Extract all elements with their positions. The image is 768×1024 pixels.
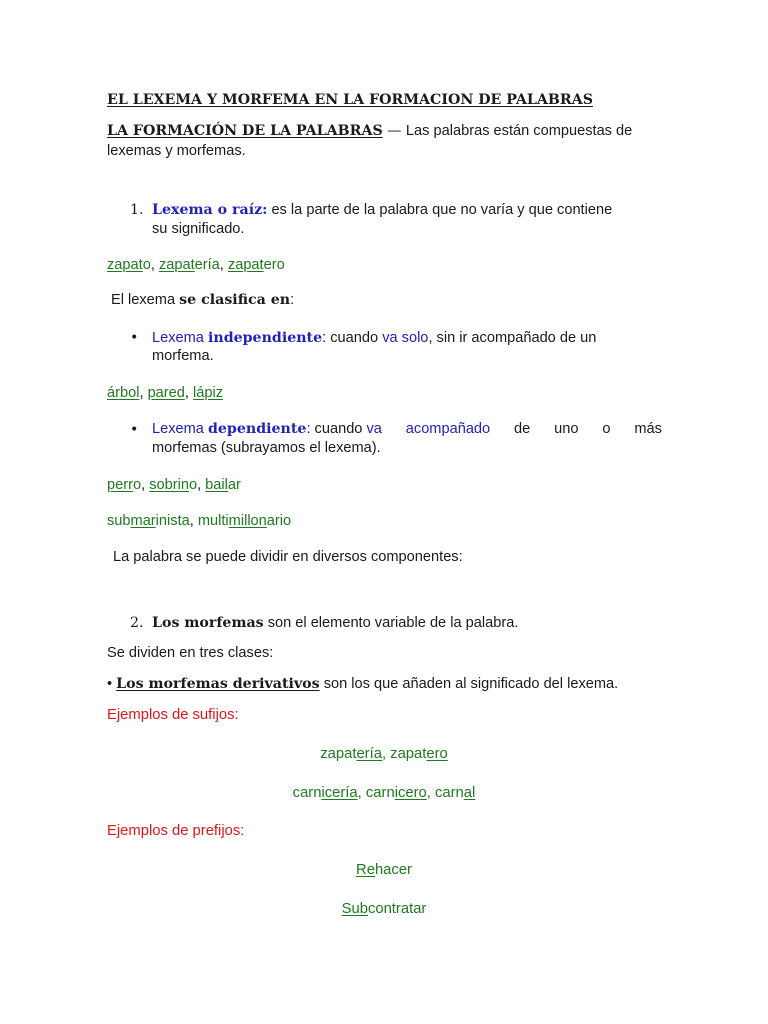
prefijos-label: Ejemplos de prefijos: (107, 823, 245, 839)
bullet-dependiente-line2: morfemas (subrayamos el lexema). (152, 440, 381, 456)
lexema-word: Lexema (152, 421, 208, 437)
item1-number: 1. (130, 202, 144, 218)
suffix: ero (426, 746, 448, 762)
word-ending: o (132, 477, 142, 493)
acompanado-text: acompañado (405, 421, 491, 437)
components-line: La palabra se puede dividir en diversos componentes: (113, 549, 463, 565)
word-ending: ar (227, 477, 241, 493)
intro-text-2: lexemas y morfemas. (107, 143, 246, 159)
example-word: árbol (107, 385, 140, 401)
suffix: al (463, 785, 476, 801)
word-root: carn (292, 785, 322, 801)
item2-number: 2. (130, 615, 144, 631)
lexeme-root: sobrin (149, 477, 189, 493)
separator: , (189, 513, 198, 529)
suffix: icería (321, 785, 358, 801)
word-ending: o (188, 477, 198, 493)
lexeme-root: zapat (227, 257, 264, 273)
prefix: Re (356, 862, 375, 878)
va-text: va (366, 421, 382, 437)
word-ending: ario (266, 513, 292, 529)
classes-line: Se dividen en tres clases: (107, 645, 274, 661)
sufijos-examples-1 (0, 746, 768, 762)
separator: , (184, 385, 193, 401)
classify-line (111, 292, 294, 308)
separator: , (357, 785, 366, 801)
bullet-glyph: • (130, 330, 139, 346)
prefijos-example-1 (0, 862, 768, 878)
word-root: zapat (320, 746, 357, 762)
lexeme-root: zapat (158, 257, 195, 273)
sufijos-examples-2 (0, 785, 768, 801)
classify-bold: se clasifica en (179, 292, 291, 308)
lexeme-root: millon (228, 513, 267, 529)
prefix: multi (197, 513, 229, 529)
word-root: contratar (367, 901, 427, 917)
lexeme-root: zapat (107, 257, 143, 273)
bullet-dependiente-dot (130, 422, 138, 438)
cuando-text: : cuando (306, 421, 367, 437)
examples-dependiente-1 (107, 477, 241, 493)
lexeme-root: perr (107, 477, 133, 493)
intro-paragraph (107, 122, 662, 141)
word-ending: ería (194, 257, 220, 273)
derivativos-line (107, 676, 618, 692)
item1-text-1: es la parte de la palabra que no varía y que contiene (267, 202, 613, 218)
prefijos-example-2 (0, 901, 768, 917)
document-title: EL LEXEMA Y MORFEMA EN LA FORMACION DE PALABRAS (107, 92, 593, 108)
separator: , (141, 477, 150, 493)
word-root: zapat (390, 746, 427, 762)
bullet-independiente-dot (130, 330, 138, 346)
lexeme-root: mar (130, 513, 156, 529)
independiente-term: independiente (207, 330, 323, 346)
item1-text-2: su significado. (152, 221, 245, 237)
lexema-word: Lexema (152, 330, 208, 346)
sufijos-label: Ejemplos de sufijos: (107, 707, 239, 723)
cuando-text: : cuando (322, 330, 383, 346)
bullet-independiente-line1 (152, 329, 662, 348)
classify-pre: El lexema (111, 292, 180, 308)
item2-text: son el elemento variable de la palabra. (263, 615, 519, 631)
bullet-independiente-line2: morfema. (152, 348, 214, 364)
prefix: Sub (341, 901, 368, 917)
word-de: de (514, 421, 531, 437)
suffix: icero (394, 785, 427, 801)
separator: , (197, 477, 206, 493)
intro-heading: LA FORMACIÓN DE LA PALABRAS (107, 123, 383, 139)
intro-text-1: Las palabras están compuestas de (405, 123, 633, 139)
examples-lexema (107, 257, 285, 273)
dependiente-term: dependiente (207, 421, 307, 437)
word-ending: inista (155, 513, 190, 529)
classify-post: : (290, 292, 295, 308)
word-uno: uno (554, 421, 579, 437)
item2-term: Los morfemas (152, 615, 264, 631)
separator: , (150, 257, 159, 273)
bullet-dependiente-line1 (152, 421, 662, 437)
separator: , (426, 785, 435, 801)
examples-dependiente-2 (107, 513, 291, 529)
bullet-glyph: • (130, 422, 139, 438)
word-root: hacer (374, 862, 412, 878)
example-word: pared (147, 385, 185, 401)
examples-independiente (107, 385, 223, 401)
lexeme-root: bail (205, 477, 228, 493)
item2-line (130, 615, 518, 631)
word-ending: ero (263, 257, 285, 273)
va-solo-text: va solo (382, 330, 429, 346)
suffix: ería (356, 746, 382, 762)
separator: , (381, 746, 391, 762)
item1-line1 (130, 202, 612, 218)
derivativos-text: son los que añaden al significado del lexema. (319, 676, 619, 692)
example-word: lápiz (193, 385, 224, 401)
separator: , (139, 385, 148, 401)
derivativos-term: Los morfemas derivativos (116, 676, 320, 692)
bullet-glyph: • (107, 676, 113, 692)
prefix: sub (107, 513, 131, 529)
word-o: o (602, 421, 611, 437)
intro-dash: — (382, 123, 406, 139)
word-mas: más (634, 421, 662, 437)
word-root: carn (365, 785, 395, 801)
independiente-rest: , sin ir acompañado de un (428, 330, 597, 346)
word-root: carn (435, 785, 464, 801)
item1-term: Lexema o raíz: (152, 202, 268, 218)
separator: , (219, 257, 228, 273)
word-ending: o (142, 257, 151, 273)
